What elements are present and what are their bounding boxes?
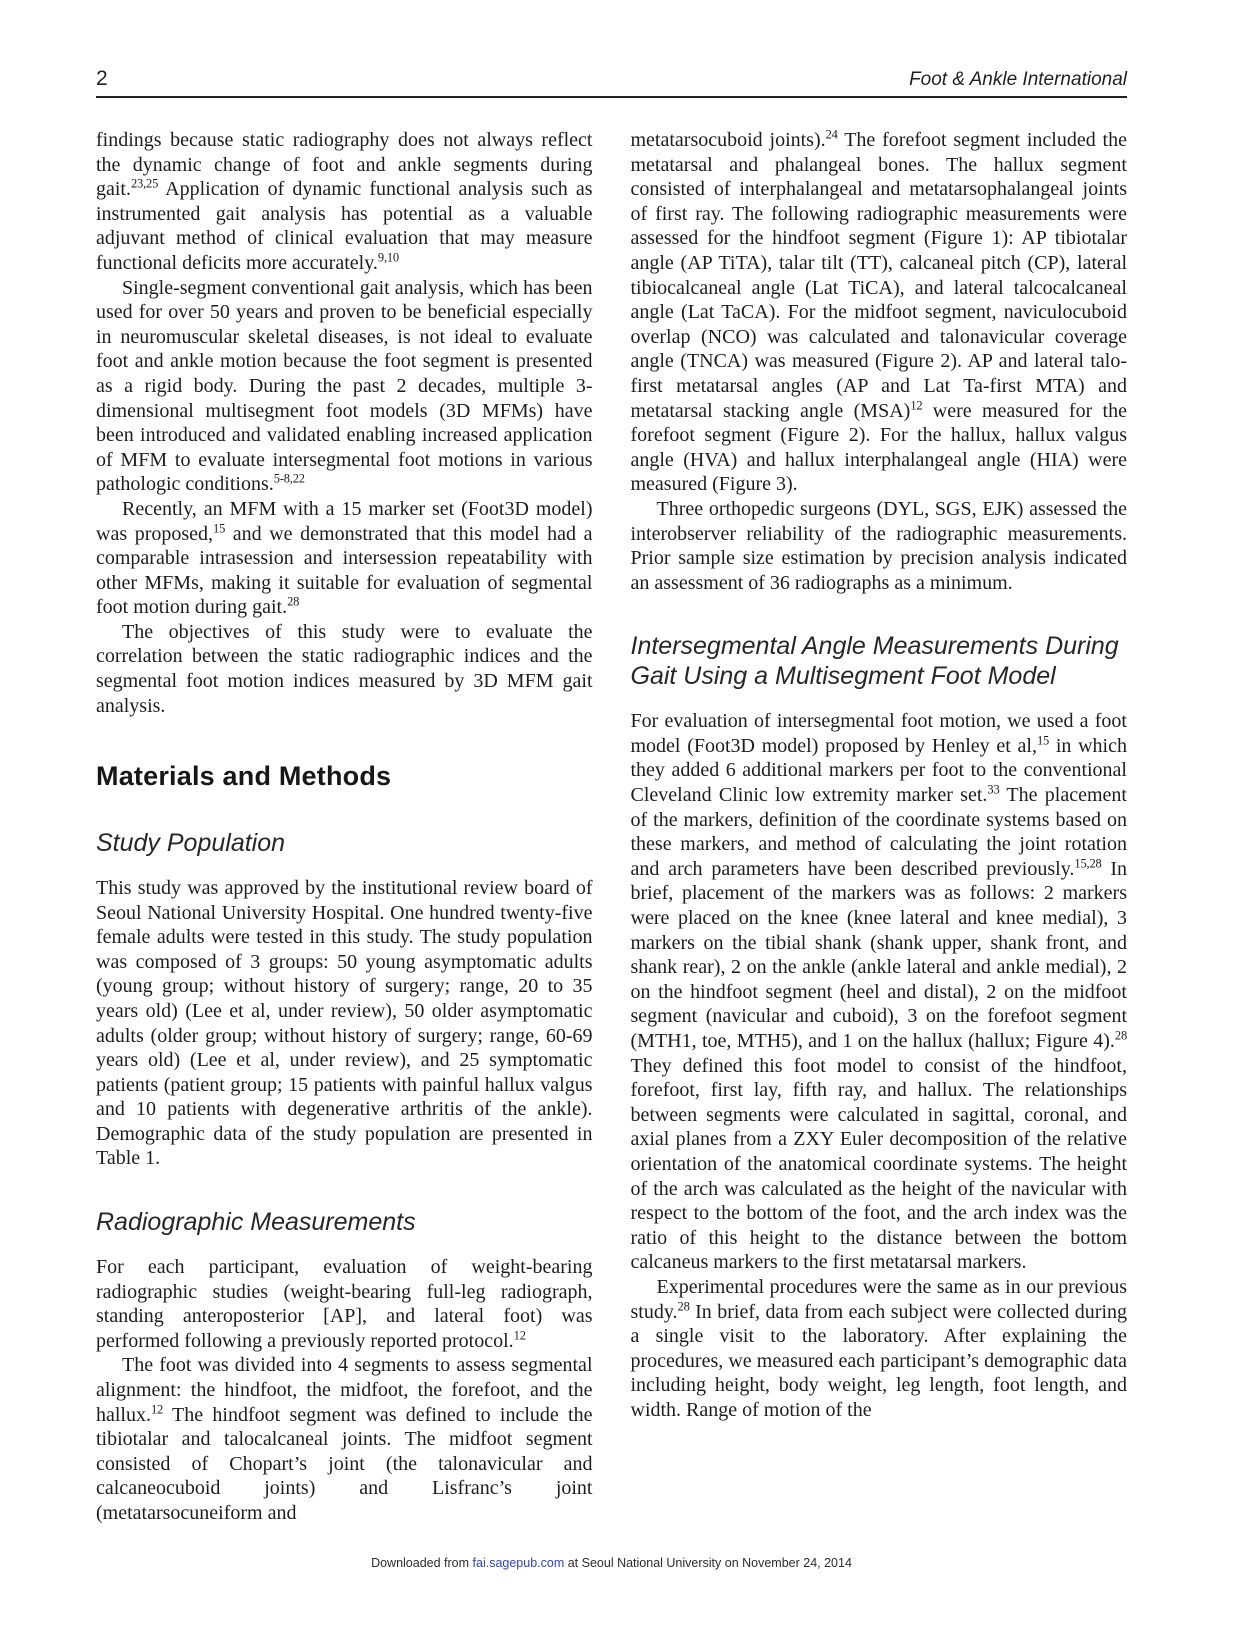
reference-superscript: 33 [987,782,1000,797]
journal-title: Foot & Ankle International [909,69,1127,90]
footer-link[interactable]: fai.sagepub.com [472,1556,565,1570]
reference-superscript: 9,10 [377,250,399,265]
section-heading: Materials and Methods [96,761,392,792]
page-number: 2 [96,67,108,90]
reference-superscript: 12 [513,1328,526,1343]
footer-prefix: Downloaded from [371,1556,473,1570]
paragraph: Three orthopedic surgeons (DYL, SGS, EJK) assessed the interobserver reliability of the radiographic measurements. Prior sample size estimation by precision analysis indicated an assessment of 36 radiographs as a minimum. [630,497,1127,594]
reference-superscript: 28 [677,1298,690,1313]
paragraph: metatarsocuboid joints).$^{24}$ The forefoot segment included the metatarsal and phalangeal bones. The hallux segment consisted of interphalangeal and metatarsophalangeal joints of first ray. The following radiographic measurements were assessed for the hindfoot segment (Figure 1): AP tibiotalar angle (AP TiTA), talar tilt (TT), calcaneal pitch (CP), lateral tibiocalcaneal angle (Lat TiCA), and lateral talcocalcaneal angle (Lat TaCA). For the midfoot segment, naviculocuboid overlap (NCO) was calculated and talonavicular coverage angle (TNCA) was measured (Figure 2). AP and lateral talo-first metatarsal angles (AP and Lat Ta-first MTA) and metatarsal stacking angle (MSA)$^{12}$ were measured for the forefoot segment (Figure 2). For the hallux, hallux valgus angle (HVA) and hallux interphalangeal angle (HIA) were measured (Figure 3). [630,127,1127,496]
reference-superscript: 28 [287,594,300,609]
reference-superscript: 15,28 [1074,856,1102,871]
running-head [96,68,1127,98]
paragraph: Recently, an MFM with a 15 marker set (Foot3D model) was proposed,$^{15}$ and we demonstrated that this model had a comparable intrasession and intersession repeatability with other MFMs, making it suitable for evaluation of segmental foot motion during gait.$^{28}$ [96,497,593,619]
reference-superscript: 15 [1036,733,1050,748]
column-right [631,128,1128,1526]
footer-suffix: at Seoul National University on November 24, 2014 [564,1556,852,1570]
paragraph: This study was approved by the institutional review board of Seoul National University Hospital. One hundred twenty-five female adults were tested in this study. The study population was composed of 3 groups: 50 young asymptomatic adults (young group; without history of surgery; range, 20 to 35 years old) (Lee et al, under review), 50 older asymptomatic adults (older group; without history of surgery; range, 60-69 years old) (Lee et al, under review), and 25 symptomatic patients (patient group; 15 patients with painful hallux valgus and 10 patients with degenerative arthritis of the ankle). Demographic data of the study population are presented in Table 1. [96,876,593,1170]
reference-superscript: 5-8,22 [273,471,305,486]
paragraph: The objectives of this study were to evaluate the correlation between the static radiographic indices and the segmental foot motion indices measured by 3D MFM gait analysis. [96,620,593,717]
two-column-body [96,128,1127,1526]
reference-superscript: 15 [213,520,226,535]
subsection-heading: Study Population [96,828,286,857]
reference-superscript: 24 [825,127,838,142]
column-left [96,128,593,1526]
paragraph: For evaluation of intersegmental foot motion, we used a foot model (Foot3D model) proposed by Henley et al,$^{15}$ in which they added 6 additional markers per foot to the conventional Cleveland Clinic low extremity marker set.$^{33}$ The placement of the markers, definition of the coordinate systems based on these markers, and method of calculating the joint rotation and arch parameters have been described previously.$^{15,28}$ In brief, placement of the markers was as follows: 2 markers were placed on the knee (knee lateral and knee medial), 3 markers on the tibial shank (shank upper, shank front, and shank rear), 2 on the ankle (ankle lateral and ankle medial), 2 on the hindfoot segment (heel and distal), 2 on the midfoot segment (navicular and cuboid), 3 on the forefoot segment (MTH1, toe, MTH5), and 1 on the hallux (hallux; Figure 4).$^{28}$ They defined this foot model to consist of the hindfoot, forefoot, first lay, fifth ray, and hallux. The relationships between segments were calculated in sagittal, coronal, and axial planes from a ZXY Euler decomposition of the relative orientation of the anatomical coordinate systems. The height of the arch was calculated as the height of the navicular with respect to the bottom of the foot, and the arch index was the ratio of this height to the distance between the bottom calcaneus markers to the first metatarsal markers. [630,710,1127,1274]
download-footer [96,1556,1127,1570]
paragraph: findings because static radiography does not always reflect the dynamic change of foot and ankle segments during gait.$^{23,25}$ Application of dynamic functional analysis such as instrumented gait analysis has potential as a valuable adjuvant method of clinical evaluation that may measure functional deficits more accurately.$^{9,10}$ [96,129,593,274]
reference-superscript: 12 [151,1401,164,1416]
reference-superscript: 12 [910,397,923,412]
paragraph: Single-segment conventional gait analysis, which has been used for over 50 years and proven to be beneficial especially in neuromuscular skeletal diseases, is not ideal to evaluate foot and ankle motion because the foot segment is presented as a rigid body. During the past 2 decades, multiple 3-dimensional multisegment foot models (3D MFMs) have been introduced and validated enabling increased application of MFM to evaluate intersegmental foot motions in various pathologic conditions.$^{5-8,22}$ [96,276,593,496]
reference-superscript: 28 [1114,1028,1127,1043]
paragraph: The foot was divided into 4 segments to assess segmental alignment: the hindfoot, the midfoot, the forefoot, and the hallux.$^{12}$ The hindfoot segment was defined to include the tibiotalar and talocalcaneal joints. The midfoot segment consisted of Chopart’s joint (the talonavicular and calcaneocuboid joints) and Lisfranc’s joint (metatarsocuneiform and [96,1354,593,1524]
subsection-heading: Intersegmental Angle Measurements During Gait Using a Multisegment Foot Model [630,632,1119,691]
reference-superscript: 23,25 [131,176,159,191]
paragraph: Experimental procedures were the same as in our previous study.$^{28}$ In brief, data from each subject were collected during a single visit to the laboratory. After explaining the procedures, we measured each participant’s demographic data including height, body weight, leg length, foot length, and width. Range of motion of the [630,1275,1127,1421]
subsection-heading: Radiographic Measurements [96,1208,416,1237]
paragraph: For each participant, evaluation of weight-bearing radiographic studies (weight-bearing full-leg radiograph, standing anteroposterior [AP], and lateral foot) was performed following a previously reported protocol.$^{12}$ [96,1256,593,1352]
